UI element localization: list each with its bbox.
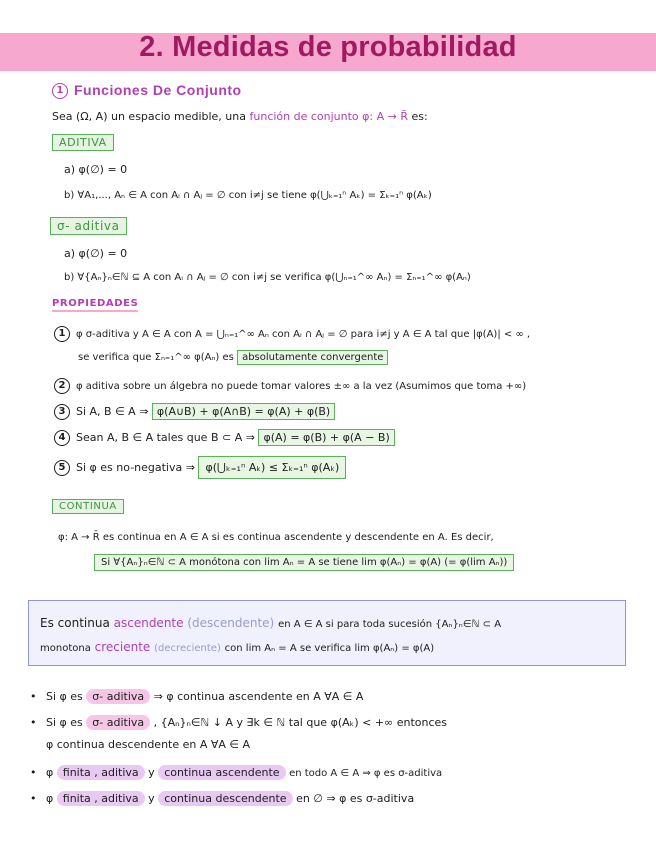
page-title: 2. Medidas de probabilidad (139, 31, 517, 63)
definition-box (28, 600, 626, 666)
bullet-text: Si φ es (46, 690, 83, 703)
aditiva-b: b) ∀A₁,..., Aₙ ∈ A con Aᵢ ∩ Aⱼ = ∅ con i≠j se tiene φ(⋃ₖ₌₁ⁿ Aₖ) = Σₖ₌₁ⁿ φ(Aₖ) (64, 190, 432, 201)
aditiva-tag: ADITIVA (52, 134, 114, 151)
property-1 (54, 326, 530, 342)
bullet-2-line2: φ continua descendente en A ∀A ∈ A (46, 738, 251, 751)
property-text: se verifica que Σₙ₌₁^∞ φ(Aₙ) es (78, 352, 234, 363)
bullet-text: φ (46, 766, 54, 779)
aditiva-a: a) φ(∅) = 0 (64, 163, 128, 176)
propiedades-heading: PROPIEDADES (52, 298, 138, 312)
definition-text: con lim Aₙ = A se verifica lim φ(Aₙ) = φ(A) (224, 643, 435, 654)
property-1-line2 (78, 352, 388, 363)
intro-line (52, 110, 428, 123)
continua-line: φ: A → R̄ es continua en A ∈ A si es continua ascendente y descendente en A. Es decir, (58, 532, 494, 543)
bullet-text: y (148, 766, 155, 779)
property-5-box: φ(⋃ₖ₌₁ⁿ Aₖ) ≤ Σₖ₌₁ⁿ φ(Aₖ) (198, 456, 346, 479)
bullet-text: en todo A ∈ A ⇒ φ es σ-aditiva (289, 768, 443, 779)
continua-descendente-highlight: continua descendente (158, 791, 292, 806)
bullet-text: φ (46, 792, 54, 805)
property-3-box: φ(A∪B) + φ(A∩B) = φ(A) + φ(B) (152, 403, 335, 420)
continua-ascendente-highlight: continua ascendente (158, 765, 285, 780)
definition-line-2 (40, 640, 434, 654)
decreciente-label: (decreciente) (154, 643, 221, 654)
intro-text: Sea (Ω, A) un espacio medible, una (52, 110, 246, 123)
property-number: 2 (54, 378, 70, 394)
bullet-text: ⇒ φ continua ascendente en A ∀A ∈ A (153, 690, 364, 703)
finita-aditiva-highlight: finita , aditiva (57, 765, 145, 780)
property-number: 1 (54, 326, 70, 342)
sigma-aditiva-highlight: σ- aditiva (86, 715, 150, 730)
ascendente-label: ascendente (113, 616, 184, 630)
property-number: 4 (54, 430, 70, 446)
section-number: 1 (52, 83, 68, 99)
intro-highlight: función de conjunto φ: A → R̄ (249, 110, 408, 123)
definition-text: Es continua (40, 616, 110, 630)
descendente-label: (descendente) (187, 616, 275, 630)
property-2 (54, 378, 526, 394)
absolutely-convergent-box: absolutamente convergente (237, 350, 388, 365)
finita-aditiva-highlight: finita , aditiva (57, 791, 145, 806)
bullet-1 (30, 690, 363, 703)
bullet-text: en ∅ ⇒ φ es σ-aditiva (296, 792, 415, 805)
section-heading (52, 80, 242, 99)
continua-box: Si ∀{Aₙ}ₙ∈ℕ ⊂ A monótona con lim Aₙ = A se tiene lim φ(Aₙ) = φ(A) (= φ(lim Aₙ)) (94, 554, 514, 571)
sigma-aditiva-highlight: σ- aditiva (86, 689, 150, 704)
property-4-box: φ(A) = φ(B) + φ(A − B) (258, 429, 394, 446)
property-text: Si A, B ∈ A ⇒ (76, 405, 149, 418)
creciente-label: creciente (94, 640, 151, 654)
sigma-b: b) ∀{Aₙ}ₙ∈ℕ ⊆ A con Aᵢ ∩ Aⱼ = ∅ con i≠j se verifica φ(⋃ₙ₌₁^∞ Aₙ) = Σₙ₌₁^∞ φ(Aₙ) (64, 272, 471, 283)
property-4 (54, 430, 395, 446)
definition-text: monotona (40, 643, 91, 654)
continua-tag: CONTINUA (52, 499, 124, 514)
intro-end: es: (411, 110, 428, 123)
property-text: Sean A, B ∈ A tales que B ⊂ A ⇒ (76, 431, 255, 444)
definition-text: en A ∈ A si para toda sucesión {Aₙ}ₙ∈ℕ ⊂ A (278, 619, 502, 630)
property-text: φ aditiva sobre un álgebra no puede tomar valores ±∞ a la vez (Asumimos que toma +∞) (76, 381, 527, 392)
property-3 (54, 404, 335, 420)
property-text: φ σ-aditiva y A ∈ A con A = ⋃ₙ₌₁^∞ Aₙ con Aᵢ ∩ Aⱼ = ∅ para i≠j y A ∈ A tal que |φ(A)| < ∞ , (76, 329, 531, 340)
property-text: Si φ es no-negativa ⇒ (76, 461, 195, 474)
sigma-a: a) φ(∅) = 0 (64, 247, 128, 260)
property-5 (54, 460, 346, 476)
bullet-2 (30, 716, 447, 729)
bullet-text: Si φ es (46, 716, 83, 729)
bullet-text: y (148, 792, 155, 805)
section-title: Funciones De Conjunto (74, 82, 242, 98)
property-number: 3 (54, 404, 70, 420)
bullet-text: , {Aₙ}ₙ∈ℕ ↓ A y ∃k ∈ ℕ tal que φ(Aₖ) < +∞ entonces (153, 716, 448, 729)
property-number: 5 (54, 460, 70, 476)
bullet-3 (30, 766, 442, 779)
definition-line-1 (40, 616, 501, 630)
sigma-aditiva-tag: σ- aditiva (50, 217, 127, 235)
bullet-4 (30, 792, 414, 805)
